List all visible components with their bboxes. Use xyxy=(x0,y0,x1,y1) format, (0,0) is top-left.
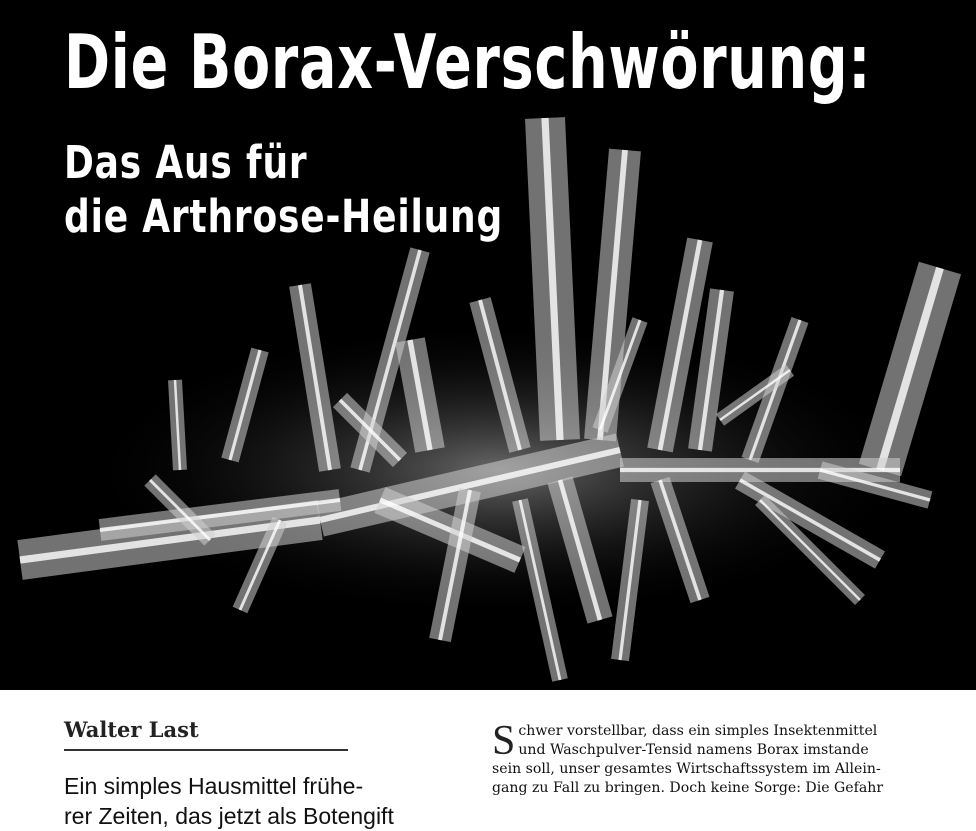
subtitle-line-1: Das Aus für xyxy=(64,136,308,189)
article-subtitle xyxy=(64,136,503,244)
drop-cap: S xyxy=(492,718,516,764)
subtitle-line-2: die Arthrose-Heilung xyxy=(64,190,504,243)
body-line-4: gang zu Fall zu bringen. Doch keine Sorge: Die Gefahr xyxy=(492,780,884,796)
body-line-2: und Waschpulver-Tensid namens Borax imstande xyxy=(518,742,869,758)
body-line-3: sein soll, unser gesamtes Wirtschaftssystem im Allein- xyxy=(492,761,881,777)
body-text xyxy=(492,718,912,798)
left-column xyxy=(64,717,394,831)
lead-line-2: rer Zeiten, das jetzt als Botengift xyxy=(64,803,394,829)
author-name: Walter Last xyxy=(64,718,348,751)
lead-line-1: Ein simples Hausmittel frühe- xyxy=(64,773,364,799)
lead-text xyxy=(64,771,394,831)
article-title: Die Borax-Verschwörung: xyxy=(64,18,872,106)
body-line-1: chwer vorstellbar, dass ein simples Insektenmittel xyxy=(518,723,878,739)
